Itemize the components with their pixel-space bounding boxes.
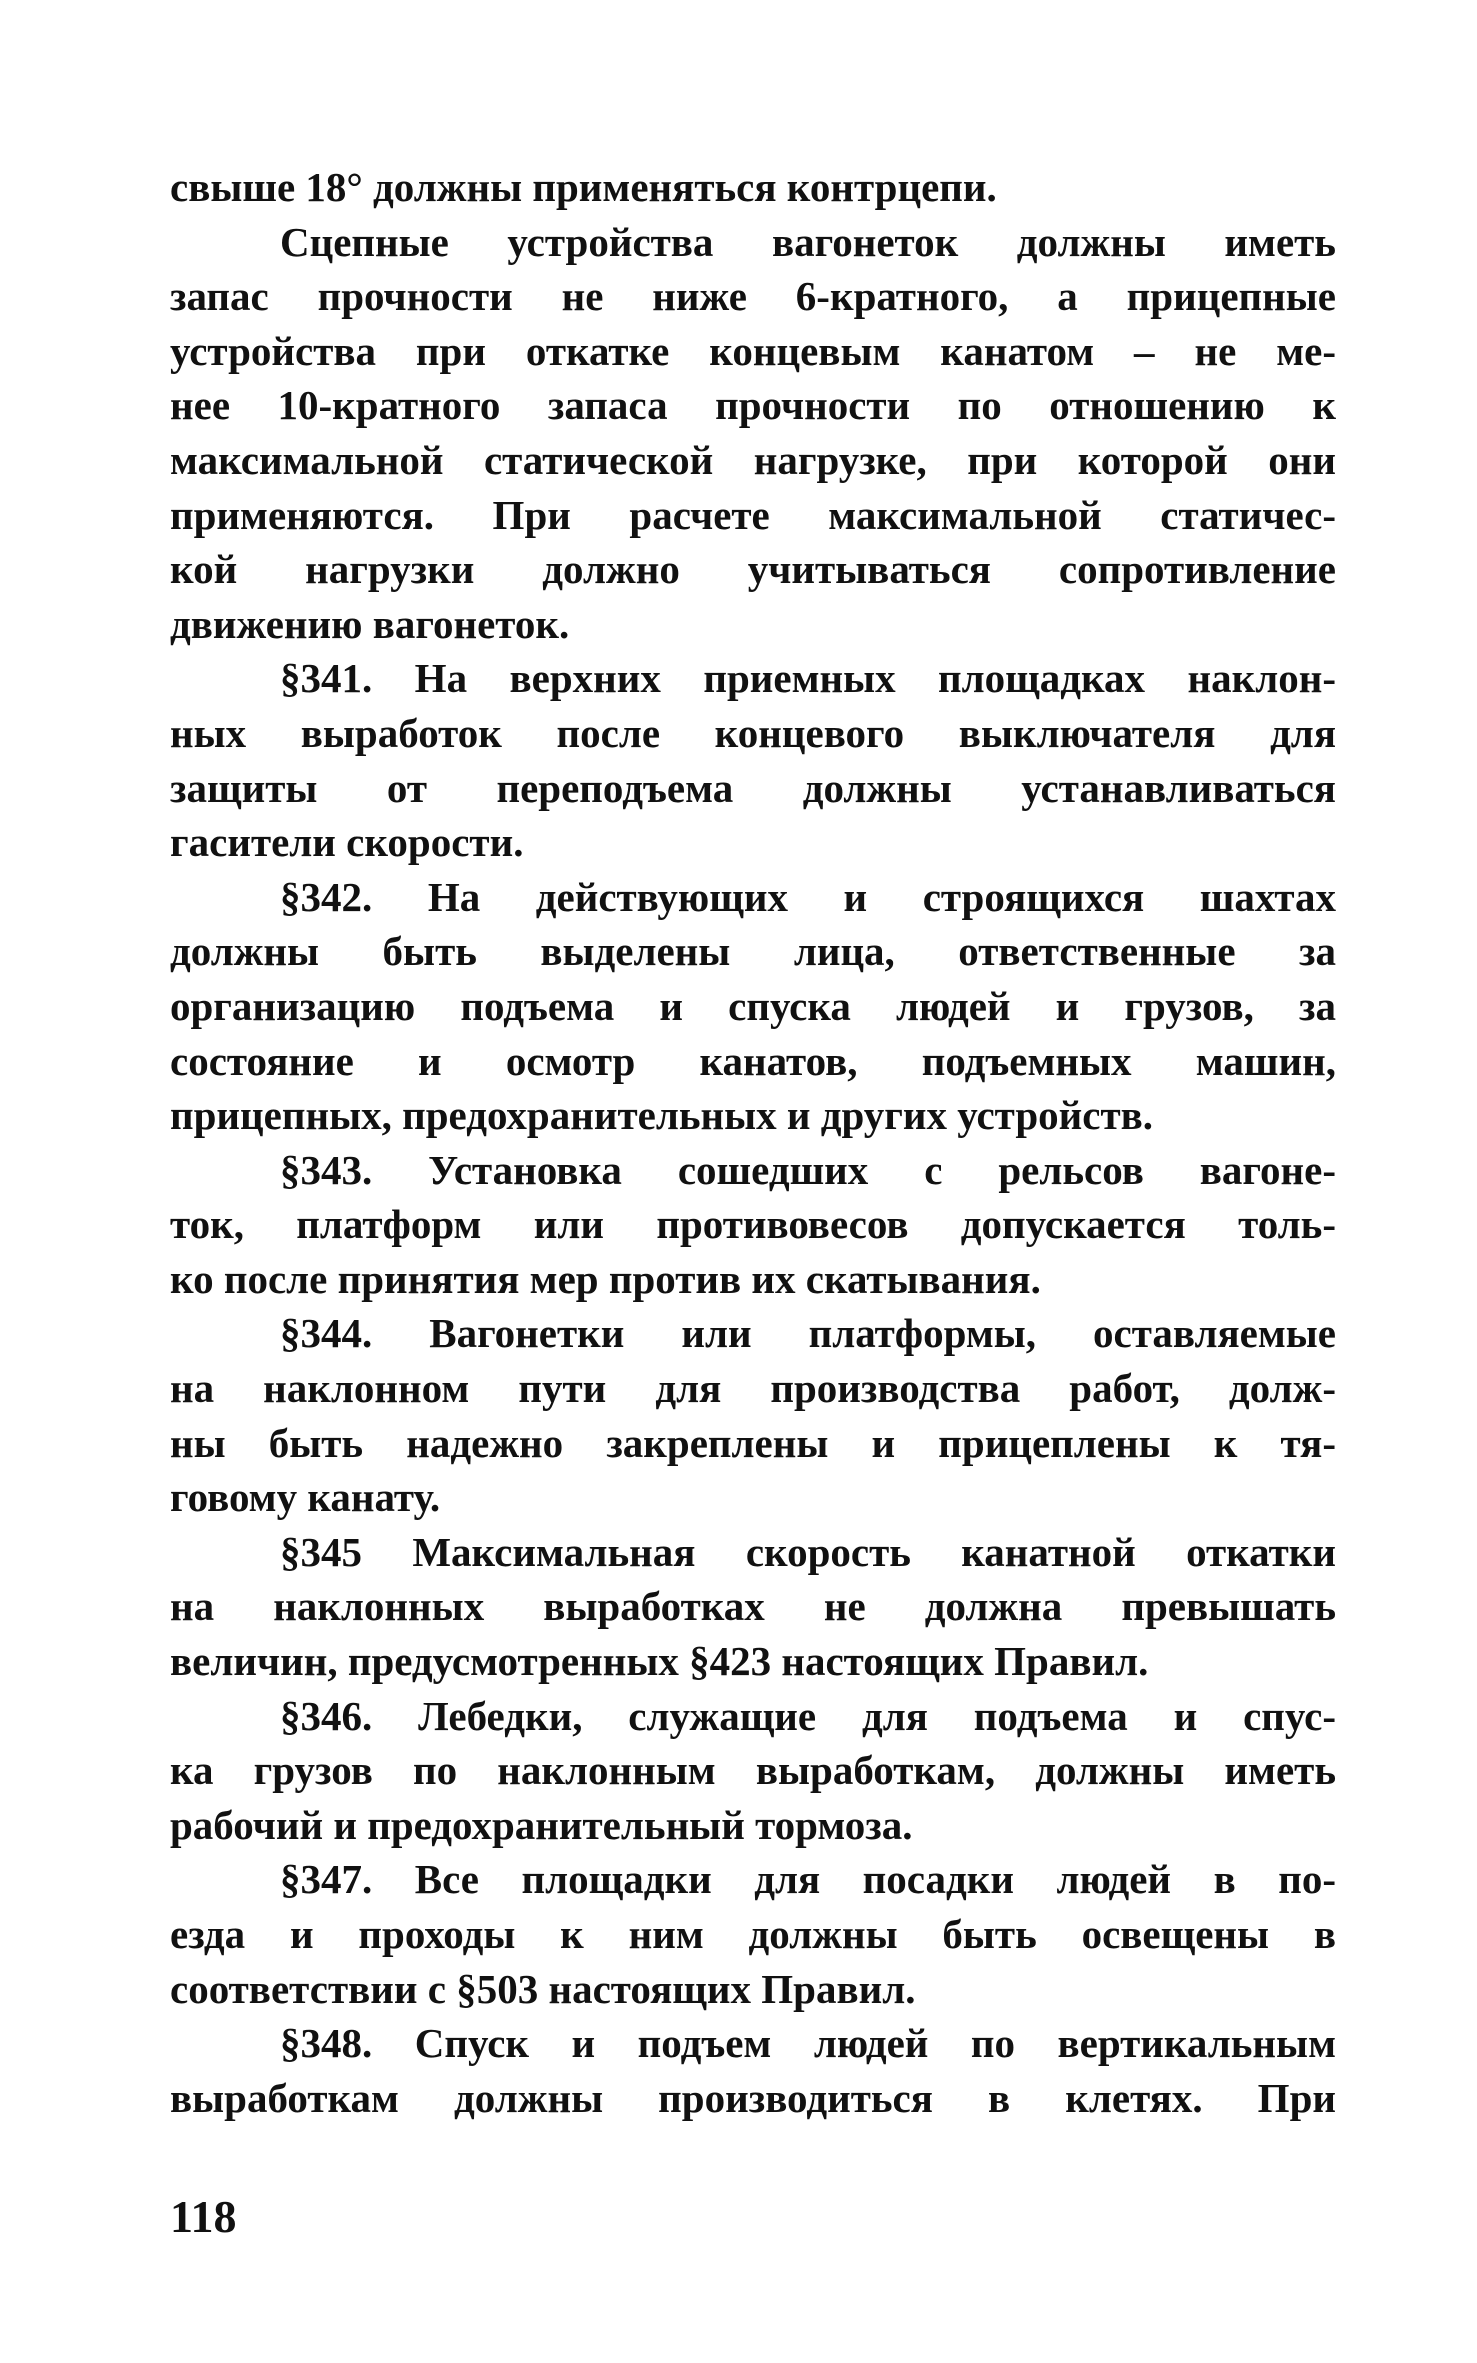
text-line: ко после принятия мер против их скатывания.: [170, 1255, 1041, 1302]
text-line: прицепных, предохранительных и других устройств.: [170, 1092, 1153, 1139]
text-line: §341. На верхних приемных площадках наклон-: [280, 655, 1336, 702]
text-line: состояние и осмотр канатов, подъемных машин,: [170, 1037, 1336, 1084]
text-line: §345 Максимальная скорость канатной откатки: [280, 1528, 1336, 1575]
text-line: защиты от переподъема должны устанавливаться: [170, 764, 1336, 811]
text-line: гасители скорости.: [170, 819, 524, 866]
text-line: ток, платформ или противовесов допускается толь-: [170, 1201, 1336, 1248]
paragraph: [170, 651, 1336, 869]
text-line: устройства при откатке концевым канатом – не ме-: [170, 327, 1336, 374]
text-line: движению вагонеток.: [170, 600, 570, 647]
text-line: запас прочности не ниже 6-кратного, а прицепные: [170, 273, 1336, 320]
paragraph: [170, 1143, 1336, 1307]
text-line: выработкам должны производиться в клетях. При: [170, 2074, 1336, 2121]
text-line: ных выработок после концевого выключателя для: [170, 709, 1336, 756]
text-line: ка грузов по наклонным выработкам, должны иметь: [170, 1747, 1336, 1794]
text-line: на наклонном пути для производства работ, долж-: [170, 1365, 1336, 1412]
page-number: 118: [170, 2191, 237, 2242]
paragraph: [170, 870, 1336, 1143]
text-line: Сцепные устройства вагонеток должны иметь: [280, 218, 1336, 265]
text-line: §347. Все площадки для посадки людей в по-: [280, 1856, 1336, 1903]
text-line: максимальной статической нагрузке, при которой они: [170, 436, 1336, 483]
text-line: величин, предусмотренных §423 настоящих Правил.: [170, 1638, 1149, 1685]
page-body: [170, 160, 1336, 2125]
paragraph: [170, 215, 1336, 652]
paragraph: [170, 160, 1336, 215]
text-line: кой нагрузки должно учитываться сопротивление: [170, 546, 1336, 593]
paragraph: [170, 2016, 1336, 2125]
text-line: применяются. При расчете максимальной статичес-: [170, 491, 1336, 538]
paragraph: [170, 1689, 1336, 1853]
text-line: нее 10-кратного запаса прочности по отношению к: [170, 382, 1336, 429]
text-line: §348. Спуск и подъем людей по вертикальным: [280, 2020, 1336, 2067]
text-line: ны быть надежно закреплены и прицеплены к тя-: [170, 1419, 1336, 1466]
text-line: соответствии с §503 настоящих Правил.: [170, 1965, 916, 2012]
text-line: рабочий и предохранительный тормоза.: [170, 1801, 913, 1848]
text-line: §342. На действующих и строящихся шахтах: [280, 873, 1336, 920]
text-line: на наклонных выработках не должна превышать: [170, 1583, 1336, 1630]
text-line: езда и проходы к ним должны быть освещены в: [170, 1911, 1336, 1957]
text-line: §343. Установка сошедших с рельсов вагоне-: [280, 1146, 1336, 1193]
text-line: свыше 18° должны применяться контрцепи.: [170, 164, 997, 210]
paragraph: [170, 1525, 1336, 1689]
paragraph: [170, 1306, 1336, 1524]
text-line: говому канату.: [170, 1474, 441, 1521]
text-line: должны быть выделены лица, ответственные за: [170, 928, 1336, 975]
paragraph: [170, 1852, 1336, 2016]
text-line: §346. Лебедки, служащие для подъема и спус-: [280, 1692, 1336, 1739]
text-line: организацию подъема и спуска людей и грузов, за: [170, 982, 1336, 1029]
text-line: §344. Вагонетки или платформы, оставляемые: [280, 1310, 1336, 1357]
